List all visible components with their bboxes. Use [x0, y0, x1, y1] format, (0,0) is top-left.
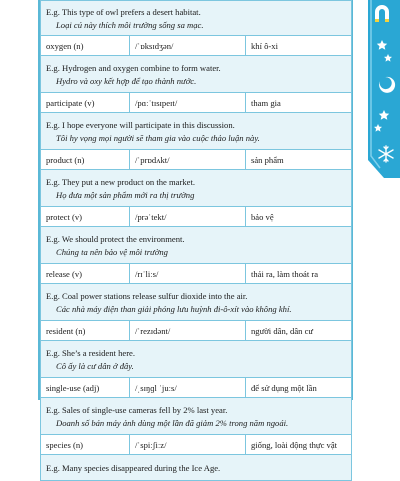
example-cell [41, 398, 352, 435]
meaning-cell: thải ra, làm thoát ra [246, 264, 352, 284]
example-en: E.g. Sales of single-use cameras fell by 2% last year. [46, 404, 228, 415]
word-row-release [41, 264, 352, 284]
example-en: E.g. She’s a resident here. [46, 347, 136, 358]
example-vi: Hydro và oxy kết hợp để tạo thành nước. [56, 75, 197, 86]
example-cell [41, 227, 352, 264]
example-cell [41, 341, 352, 378]
example-row [41, 227, 352, 264]
word-row-product [41, 150, 352, 170]
example-row [41, 455, 352, 481]
example-en: E.g. Coal power stations release sulfur dioxide into the air. [46, 290, 248, 301]
word-cell: oxygen (n) [41, 36, 130, 56]
example-en: E.g. We should protect the environment. [46, 233, 185, 244]
example-vi: Loại cú này thích môi trường sống sa mạc. [56, 19, 204, 30]
example-vi: Chúng ta nên bảo vệ môi trường [56, 246, 168, 257]
ipa-cell: /ˈrezɪdənt/ [130, 321, 246, 341]
ipa-cell: /ˈprɒdʌkt/ [130, 150, 246, 170]
word-row-participate [41, 93, 352, 113]
example-row [41, 1, 352, 36]
example-cell [41, 56, 352, 93]
example-en: E.g. Hydrogen and oxygen combine to form water. [46, 62, 221, 73]
meaning-cell: sản phẩm [246, 150, 352, 170]
example-en: E.g. This type of owl prefers a desert habitat. [46, 6, 201, 17]
meaning-cell: tham gia [246, 93, 352, 113]
example-row [41, 56, 352, 93]
example-row [41, 284, 352, 321]
side-ribbon [360, 0, 400, 178]
example-row [41, 398, 352, 435]
side-ribbon-graphic [360, 0, 400, 178]
ipa-cell: /ˌsɪŋɡl ˈjuːs/ [130, 378, 246, 398]
meaning-cell: bảo vệ [246, 207, 352, 227]
example-vi: Doanh số bán máy ảnh dùng một lần đã giảm 2% trong năm ngoái. [56, 417, 289, 428]
example-vi: Họ đưa một sản phẩm mới ra thị trường [56, 189, 195, 200]
example-row [41, 170, 352, 207]
word-cell: participate (v) [41, 93, 130, 113]
example-row [41, 113, 352, 150]
ipa-cell: /prəˈtekt/ [130, 207, 246, 227]
example-en: E.g. They put a new product on the market. [46, 176, 195, 187]
word-cell: product (n) [41, 150, 130, 170]
example-vi: Tôi hy vọng mọi người sẽ tham gia vào cuộc thảo luận này. [56, 132, 260, 143]
example-cell [41, 284, 352, 321]
example-vi: Cô ấy là cư dân ở đây. [56, 360, 134, 371]
example-vi: Các nhà máy điện than giải phóng lưu huỳnh đi-ô-xít vào không khí. [56, 303, 292, 314]
word-cell: release (v) [41, 264, 130, 284]
example-cell [41, 1, 352, 36]
meaning-cell: khí ô-xi [246, 36, 352, 56]
ipa-cell: /pɑːˈtɪsɪpeɪt/ [130, 93, 246, 113]
word-cell: single-use (adj) [41, 378, 130, 398]
example-en: E.g. Many species disappeared during the Ice Age. [46, 462, 221, 473]
word-cell: resident (n) [41, 321, 130, 341]
word-row-protect [41, 207, 352, 227]
word-row-oxygen [41, 36, 352, 56]
example-cell [41, 170, 352, 207]
word-row-resident [41, 321, 352, 341]
ipa-cell: /ˈspiːʃiːz/ [130, 435, 246, 455]
word-cell: species (n) [41, 435, 130, 455]
example-cell [41, 455, 352, 481]
meaning-cell: người dân, dân cư [246, 321, 352, 341]
word-row-species [41, 435, 352, 455]
word-cell: protect (v) [41, 207, 130, 227]
example-row [41, 341, 352, 378]
meaning-cell: để sử dụng một lần [246, 378, 352, 398]
example-en: E.g. I hope everyone will participate in this discussion. [46, 119, 235, 130]
ipa-cell: /ˈɒksɪdʒən/ [130, 36, 246, 56]
vocabulary-table [40, 0, 352, 481]
example-cell [41, 113, 352, 150]
word-row-single-use [41, 378, 352, 398]
ipa-cell: /rɪˈliːs/ [130, 264, 246, 284]
meaning-cell: giống, loài động thực vật [246, 435, 352, 455]
